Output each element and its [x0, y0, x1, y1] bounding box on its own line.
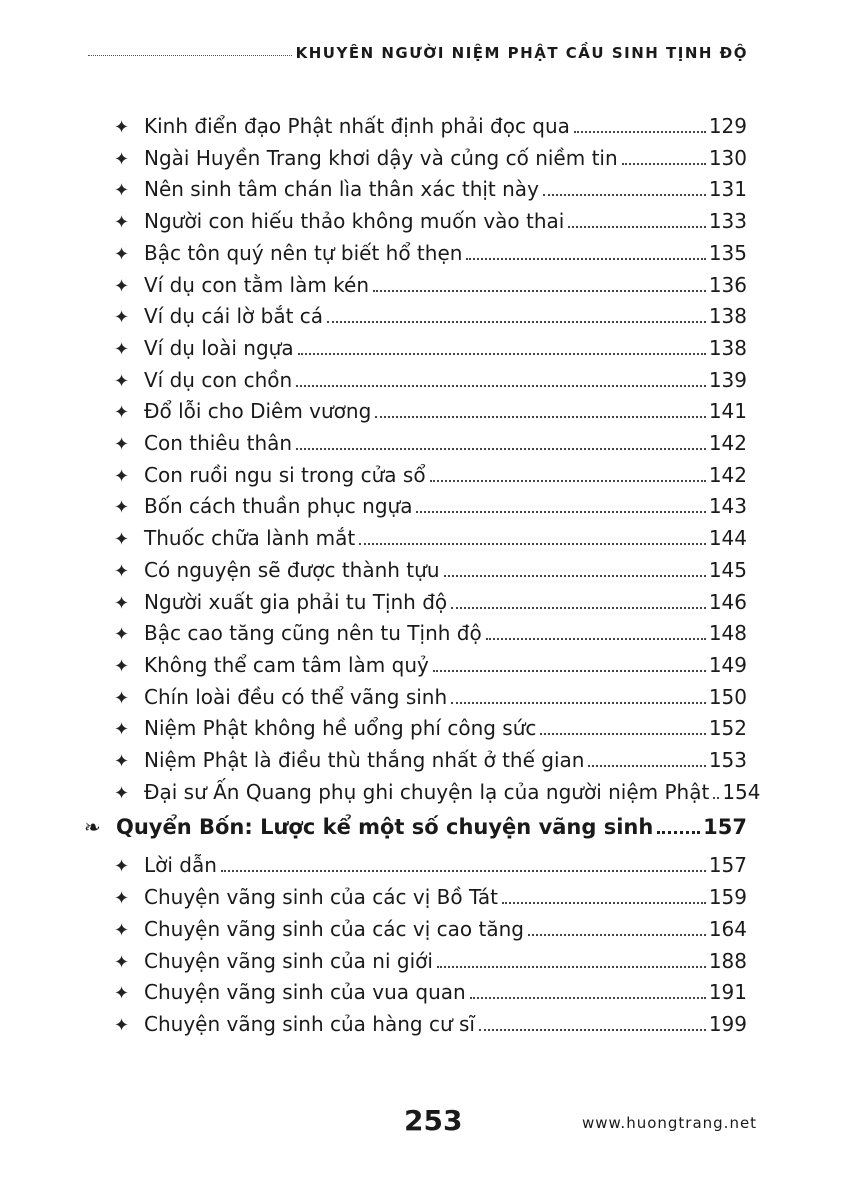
toc-entry-page: 144: [708, 526, 747, 551]
toc-entry: [114, 744, 747, 776]
dot-leader: [296, 385, 706, 387]
toc-entry-title: Kinh điển đạo Phật nhất định phải đọc qua: [144, 114, 570, 138]
toc-entry: [114, 776, 761, 808]
four-point-star-icon: ✦: [114, 624, 130, 646]
toc-entry-title: Ví dụ con chồn: [144, 367, 293, 392]
dot-leader: [437, 966, 706, 968]
toc-entry-page: 133: [708, 209, 747, 234]
four-point-star-icon: ✦: [114, 592, 130, 614]
toc-entry-title: Bậc tôn quý nên tự biết hổ thẹn: [144, 240, 463, 265]
toc-entry: [114, 173, 747, 205]
toc-entry-title: Chuyện vãng sinh của các vị cao tăng: [144, 916, 524, 941]
dot-leader: [574, 131, 706, 133]
dot-leader: [479, 1029, 706, 1031]
dot-leader: [327, 321, 706, 323]
toc-entry-page: 149: [708, 652, 747, 677]
four-point-star-icon: ✦: [114, 856, 130, 878]
dot-leader: [375, 416, 706, 418]
four-point-star-icon: ✦: [114, 243, 130, 265]
dot-leader: [713, 797, 719, 799]
toc-entry: [114, 554, 747, 586]
toc-entry: [114, 976, 747, 1008]
toc-entry-page: 138: [708, 335, 747, 360]
four-point-star-icon: ✦: [114, 402, 130, 424]
four-point-star-icon: ✦: [114, 307, 130, 329]
toc-entry-title: Bốn cách thuần phục ngựa: [144, 494, 413, 519]
toc-entry-page: 188: [708, 948, 747, 973]
toc-entry-page: 150: [708, 684, 747, 709]
toc-entry: [114, 945, 747, 977]
four-point-star-icon: ✦: [114, 751, 130, 772]
toc-entry: [114, 712, 747, 744]
dot-leader: [470, 997, 706, 999]
toc-entry-page: 146: [708, 589, 747, 614]
section-page: 157: [703, 815, 747, 840]
toc-entry-title: Niệm Phật không hề uổng phí công sức: [144, 716, 537, 741]
toc-entry: [114, 522, 747, 554]
leaf-ornament-icon: ❧: [84, 815, 101, 840]
toc-entry-title: Ví dụ cái lờ bắt cá: [144, 304, 324, 329]
four-point-star-icon: ✦: [114, 1014, 130, 1036]
toc-entry: [114, 269, 747, 301]
section-title: Quyển Bốn: Lược kể một số chuyện vãng sinh: [116, 815, 654, 840]
toc-entry: [114, 142, 747, 174]
dot-leader: [502, 902, 706, 904]
dot-leader: [622, 163, 706, 165]
toc-entry-page: 199: [708, 1011, 747, 1036]
toc-entry-title: Chuyện vãng sinh của ni giới: [144, 948, 433, 973]
toc-entry-title: Nên sinh tâm chán lìa thân xác thịt này: [144, 177, 539, 202]
dot-leader: [451, 702, 706, 704]
dot-leader: [543, 194, 706, 196]
toc-entry-title: Con thiêu thân: [144, 431, 293, 455]
dot-leader: [466, 258, 705, 260]
toc-entry-page: 154: [722, 779, 761, 804]
dot-leader: [433, 670, 706, 672]
toc-entry-page: 153: [708, 748, 747, 772]
toc-entry: [114, 617, 747, 649]
four-point-star-icon: ✦: [114, 983, 130, 1005]
four-point-star-icon: ✦: [114, 370, 130, 392]
toc-entry-page: 143: [708, 494, 747, 519]
dot-leader: [298, 353, 706, 355]
toc-entry-page: 141: [708, 399, 747, 424]
toc-entry-page: 138: [708, 304, 747, 329]
toc-entry-title: Đại sư Ấn Quang phụ ghi chuyện lạ của người niệm Phật: [144, 779, 710, 804]
dot-leader: [359, 543, 706, 545]
four-point-star-icon: ✦: [114, 529, 130, 551]
toc-entry: [114, 459, 747, 491]
toc-entry: [114, 586, 747, 618]
toc-entry-page: 136: [708, 272, 747, 297]
four-point-star-icon: ✦: [114, 687, 130, 709]
four-point-star-icon: ✦: [114, 117, 130, 138]
toc-entry-title: Ví dụ loài ngựa: [144, 335, 294, 360]
toc-entry-title: Chuyện vãng sinh của các vị Bồ Tát: [144, 885, 498, 910]
four-point-star-icon: ✦: [114, 180, 130, 202]
toc-entry: [114, 364, 747, 396]
dot-leader: [416, 511, 705, 513]
website-url: www.huongtrang.net: [582, 1114, 758, 1132]
toc-entry-page: 135: [708, 240, 747, 265]
four-point-star-icon: ✦: [114, 434, 130, 455]
dot-leader: [451, 607, 706, 609]
four-point-star-icon: ✦: [114, 560, 130, 582]
dot-leader: [486, 638, 706, 640]
four-point-star-icon: ✦: [114, 275, 130, 297]
toc-entry: [114, 110, 747, 142]
toc-entry-title: Không thể cam tâm làm quỷ: [144, 652, 429, 677]
dot-leader: [528, 934, 706, 936]
toc-entry: [114, 849, 747, 881]
toc-entry: [114, 490, 747, 522]
four-point-star-icon: ✦: [114, 782, 130, 804]
toc-entry-title: Chuyện vãng sinh của hàng cư sĩ: [144, 1011, 475, 1036]
four-point-star-icon: ✦: [114, 655, 130, 677]
toc-entry-title: Bậc cao tăng cũng nên tu Tịnh độ: [144, 621, 482, 646]
toc-entry-page: 157: [708, 853, 747, 878]
toc-entry: [114, 649, 747, 681]
toc-entry-page: 130: [708, 145, 747, 170]
dot-leader: [588, 765, 705, 767]
four-point-star-icon: ✦: [114, 497, 130, 519]
toc-entry-title: Người con hiếu thảo không muốn vào thai: [144, 209, 565, 234]
four-point-star-icon: ✦: [114, 465, 130, 487]
toc-entry-title: Con ruồi ngu si trong cửa sổ: [144, 462, 426, 487]
toc-entry: [114, 237, 747, 269]
header-dotted-rule: [88, 55, 292, 56]
four-point-star-icon: ✦: [114, 148, 130, 170]
toc-entry-title: Ví dụ con tằm làm kén: [144, 272, 370, 297]
toc-entry-page: 145: [708, 557, 747, 582]
page-number: 253: [404, 1104, 463, 1137]
toc-entry-title: Chuyện vãng sinh của vua quan: [144, 980, 466, 1005]
toc-entry: [114, 427, 747, 459]
toc-entry: [114, 913, 747, 945]
four-point-star-icon: ✦: [114, 888, 130, 910]
toc-entry: [114, 881, 747, 913]
four-point-star-icon: ✦: [114, 919, 130, 941]
toc-entry-title: Đổ lỗi cho Diêm vương: [144, 399, 372, 424]
toc-entry-title: Thuốc chữa lành mắt: [144, 526, 356, 551]
toc-entry-page: 152: [708, 716, 747, 741]
toc-entry: [114, 300, 747, 332]
toc-entry-page: 142: [708, 431, 747, 455]
toc-entry: [114, 332, 747, 364]
running-header: [88, 44, 748, 62]
toc-entry-page: 148: [708, 621, 747, 646]
dot-leader: [540, 733, 705, 735]
toc-entry-page: 131: [708, 177, 747, 202]
toc-entry-title: Người xuất gia phải tu Tịnh độ: [144, 589, 448, 614]
toc-entry-page: 142: [708, 462, 747, 487]
toc-entry-title: Lời dẫn: [144, 853, 217, 878]
toc-entry-page: 129: [708, 114, 747, 138]
toc-entry: [114, 395, 747, 427]
toc-entry: [114, 205, 747, 237]
four-point-star-icon: ✦: [114, 951, 130, 973]
toc-section-heading: [84, 809, 747, 845]
dot-leader: [568, 226, 705, 228]
toc-entry-title: Có nguyện sẽ được thành tựu: [144, 557, 440, 582]
toc-entry-page: 159: [708, 885, 747, 910]
four-point-star-icon: ✦: [114, 338, 130, 360]
toc-entry-title: Niệm Phật là điều thù thắng nhất ở thế gian: [144, 748, 585, 772]
four-point-star-icon: ✦: [114, 719, 130, 741]
toc-entry: [114, 1008, 747, 1040]
toc-entry-title: Ngài Huyền Trang khơi dậy và củng cố niềm tin: [144, 145, 618, 170]
header-title: KHUYÊN NGƯỜI NIỆM PHẬT CẦU SINH TỊNH ĐỘ: [295, 44, 748, 62]
dot-leader: [657, 831, 700, 834]
four-point-star-icon: ✦: [114, 212, 130, 234]
toc-entry: [114, 681, 747, 713]
dot-leader: [430, 480, 706, 482]
toc-entry-page: 164: [708, 916, 747, 941]
toc-entry-title: Chín loài đều có thể vãng sinh: [144, 684, 448, 709]
dot-leader: [373, 290, 706, 292]
toc-entry-page: 191: [708, 980, 747, 1005]
toc-entry-page: 139: [708, 367, 747, 392]
dot-leader: [296, 448, 706, 450]
dot-leader: [221, 870, 706, 872]
dot-leader: [444, 575, 706, 577]
